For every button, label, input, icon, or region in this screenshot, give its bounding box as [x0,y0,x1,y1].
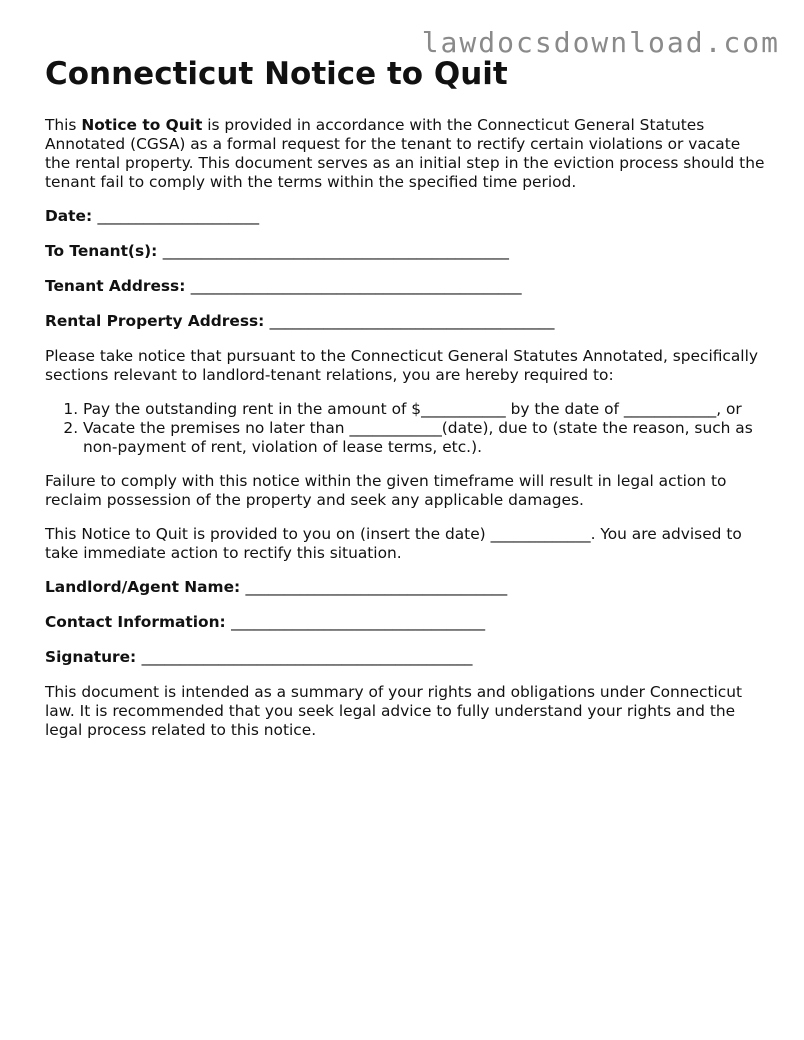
landlord-agent-name-blank[interactable]: __________________________________ [245,578,508,596]
landlord-agent-name-field[interactable] [45,578,767,597]
tenant-address-field[interactable] [45,277,767,296]
intro-bold-term: Notice to Quit [81,116,203,134]
contact-information-field[interactable] [45,613,767,632]
date-blank[interactable]: _____________________ [97,207,260,225]
requirement-vacate: 2. Vacate the premises no later than ____________(date), due to (state the reason, such as non-payment of rent, violation of lease terms, etc.). [83,419,767,457]
requirements-list [45,400,767,457]
provided-paragraph: This Notice to Quit is provided to you on (insert the date) _____________. You are advised to take immediate action to rectify this situation. [45,525,742,562]
signature-field[interactable] [45,648,767,667]
to-tenants-blank[interactable]: _____________________________________________ [162,242,509,260]
tenant-address-label: Tenant Address: [45,277,186,295]
intro-paragraph [45,116,767,192]
intro-text-end: is provided in accordance with the Connecticut General Statutes Annotated (CGSA) as a formal request for the tenant to rectify certain violations or vacate the rental property. This document serves as an initial step in the eviction process should the tenant fail to comply with the terms within the specified time period. [45,116,765,191]
signature-label: Signature: [45,648,137,666]
date-label: Date: [45,207,93,225]
rental-property-address-field[interactable] [45,312,767,331]
to-tenants-label: To Tenant(s): [45,242,158,260]
contact-information-label: Contact Information: [45,613,226,631]
rental-property-address-blank[interactable]: _____________________________________ [269,312,555,330]
document-body [45,116,767,755]
requirement-pay-rent: 1. Pay the outstanding rent in the amount of $___________ by the date of ____________, or [83,400,767,419]
contact-information-blank[interactable]: _________________________________ [231,613,486,631]
intro-text-start: This [45,116,82,134]
date-field[interactable] [45,207,767,226]
watermark: lawdocsdownload.com [421,26,780,59]
to-tenants-field[interactable] [45,242,767,261]
notice-paragraph: Please take notice that pursuant to the Connecticut General Statutes Annotated, specifically sections relevant to landlord-tenant relations, you are hereby required to: [45,347,758,384]
failure-paragraph: Failure to comply with this notice within the given timeframe will result in legal action to reclaim possession of the property and seek any applicable damages. [45,472,727,509]
rental-property-address-label: Rental Property Address: [45,312,265,330]
closing-paragraph: This document is intended as a summary of your rights and obligations under Connecticut law. It is recommended that you seek legal advice to fully understand your rights and the legal process related to this notice. [45,683,743,739]
page-title: Connecticut Notice to Quit [45,56,508,92]
tenant-address-blank[interactable]: ___________________________________________ [190,277,522,295]
signature-blank[interactable]: ___________________________________________ [141,648,473,666]
landlord-agent-name-label: Landlord/Agent Name: [45,578,241,596]
